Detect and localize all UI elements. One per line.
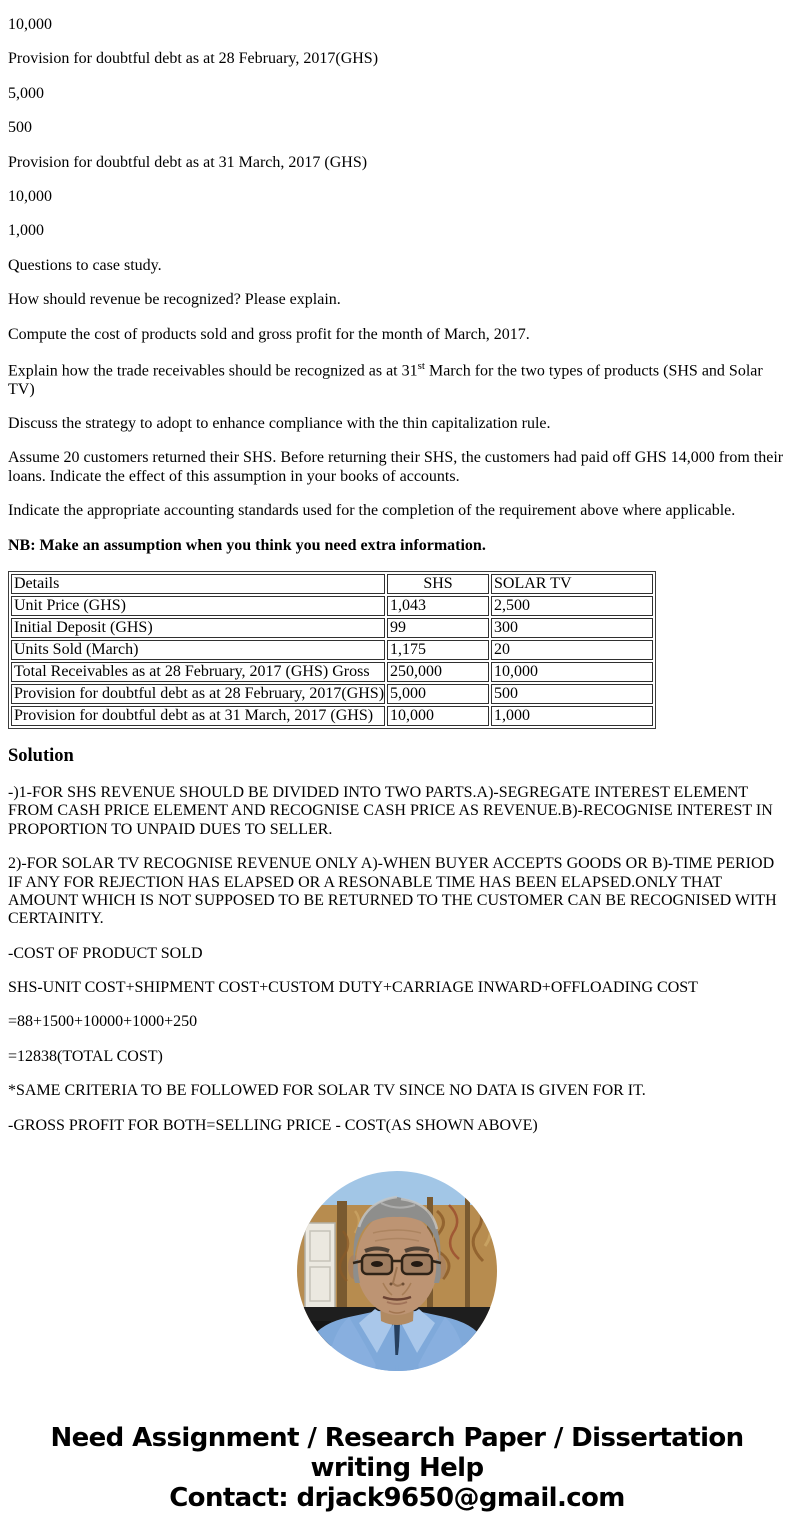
nb-note-text: NB: Make an assumption when you think you need extra information. [8,536,486,554]
solution-paragraph: -)1-FOR SHS REVENUE SHOULD BE DIVIDED INTO TWO PARTS.A)-SEGREGATE INTEREST ELEMENT FROM CASH PRICE ELEMENT AND RECOGNISE CASH PRICE AS REVENUE.B)-RECOGNISE INTEREST IN PROPORTION TO UNPAID DUES TO SELLER. [8,783,773,838]
solar-tv-value: 500 [491,684,653,704]
solution-paragraph: 2)-FOR SOLAR TV RECOGNISE REVENUE ONLY A)-WHEN BUYER ACCEPTS GOODS OR B)-TIME PERIOD IF ANY FOR REJECTION HAS ELAPSED OR A RESONABLE TIME HAS BEEN ELAPSED.ONLY THAT AMOUNT WHICH IS NOT SUPPOSED TO BE RETURNED TO THE CUSTOMER CAN BE RECOGNISED WITH CERTAINITY. [8,855,777,928]
question-text-before: Explain how the trade receivables should be recognized as at 31 [8,362,418,380]
row-label: Provision for doubtful debt as at 28 February, 2017(GHS) [11,684,385,704]
footer-line: writing Help [310,1453,484,1483]
superscript-st: st [417,359,425,372]
header-details: Details [11,574,385,594]
shs-value: 5,000 [387,684,489,704]
header-shs: SHS [387,574,489,594]
header-solar-tv: SOLAR TV [491,574,653,594]
shs-value: 99 [387,618,489,638]
solution-paragraph: =12838(TOTAL COST) [8,1047,163,1065]
question-item: Assume 20 customers returned their SHS. Before returning their SHS, the customers had paid off GHS 14,000 from their loans. Indicate the effect of this assumption in your books of accounts. [8,449,784,485]
intro-line: 10,000 [8,187,52,205]
table-row [11,640,653,660]
shs-value: 1,043 [387,596,489,616]
solar-tv-value: 10,000 [491,662,653,682]
shs-value: 250,000 [387,662,489,682]
intro-line: 1,000 [8,222,44,240]
questions-heading: Questions to case study. [8,256,162,274]
intro-line: 10,000 [8,16,52,33]
case-study-table [8,571,656,729]
row-label: Total Receivables as at 28 February, 2017 (GHS) Gross [11,662,385,682]
question-item: Compute the cost of products sold and gross profit for the month of March, 2017. [8,325,530,343]
solution-paragraph: -GROSS PROFIT FOR BOTH=SELLING PRICE - COST(AS SHOWN ABOVE) [8,1116,538,1134]
table-header-row [11,574,653,594]
intro-line: 5,000 [8,84,44,102]
question-item [8,360,786,399]
intro-line: Provision for doubtful debt as at 31 March, 2017 (GHS) [8,153,368,171]
nb-note [8,537,786,555]
table-row [11,684,653,704]
solar-tv-value: 1,000 [491,706,653,726]
table-row [11,596,653,616]
document-body [0,16,794,1141]
table-row [11,706,653,726]
solution-heading: Solution [8,745,74,766]
shs-value: 1,175 [387,640,489,660]
row-label: Units Sold (March) [11,640,385,660]
solar-tv-value: 20 [491,640,653,660]
contact-line: Contact: drjack9650@gmail.com [169,1483,625,1513]
solar-tv-value: 300 [491,618,653,638]
row-label: Initial Deposit (GHS) [11,618,385,638]
question-text-after: March for the two types of products (SHS and Solar TV) [8,362,763,398]
intro-line: 500 [8,119,32,137]
row-label: Provision for doubtful debt as at 31 March, 2017 (GHS) [11,706,385,726]
question-item: Discuss the strategy to adopt to enhance compliance with the thin capitalization rule. [8,415,551,433]
question-item: Indicate the appropriate accounting standards used for the completion of the requirement above where applicable. [8,502,736,520]
tutor-avatar [0,1171,794,1371]
row-label: Unit Price (GHS) [11,596,385,616]
solution-paragraph: =88+1500+10000+1000+250 [8,1013,198,1031]
solution-paragraph: *SAME CRITERIA TO BE FOLLOWED FOR SOLAR TV SINCE NO DATA IS GIVEN FOR IT. [8,1082,646,1100]
footer-banner [0,1423,794,1513]
intro-line: Provision for doubtful debt as at 28 February, 2017(GHS) [8,50,379,68]
solar-tv-value: 2,500 [491,596,653,616]
table-row [11,662,653,682]
solution-paragraph: SHS-UNIT COST+SHIPMENT COST+CUSTOM DUTY+CARRIAGE INWARD+OFFLOADING COST [8,979,698,997]
solution-paragraph: -COST OF PRODUCT SOLD [8,944,203,962]
question-item: How should revenue be recognized? Please explain. [8,291,341,309]
shs-value: 10,000 [387,706,489,726]
portrait-photo-svg [297,1171,497,1371]
footer-line: Need Assignment / Research Paper / Dissertation [50,1423,744,1453]
table-row [11,618,653,638]
